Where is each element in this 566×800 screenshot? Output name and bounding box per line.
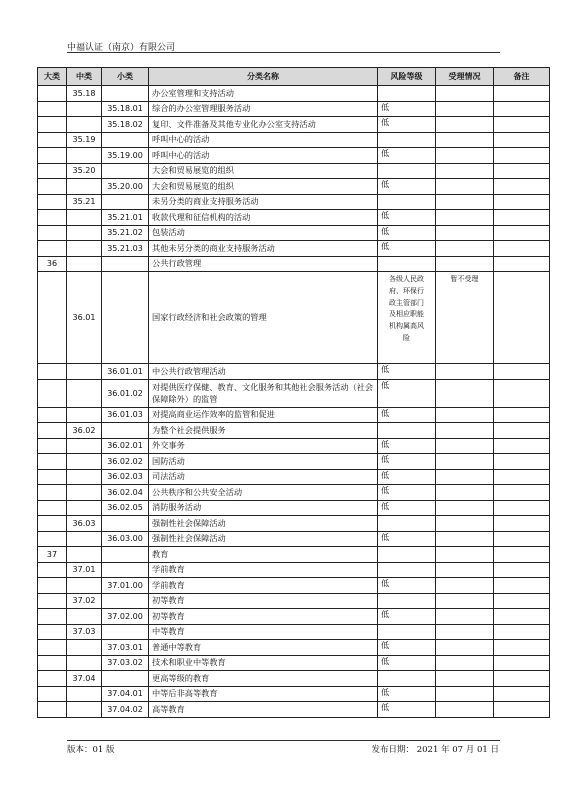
- risk-level: 低: [378, 210, 436, 226]
- minor-code: 35.21.02: [102, 225, 149, 241]
- risk-level: 低: [378, 438, 436, 454]
- remarks: [494, 117, 550, 133]
- middle-code: [67, 179, 102, 195]
- category-name: 呼叫中心的活动: [149, 148, 378, 164]
- remarks: [494, 132, 550, 148]
- table-row: [38, 454, 550, 470]
- risk-level: 低: [378, 225, 436, 241]
- category-name: 强制性社会保障活动: [149, 516, 378, 532]
- col-risk: 风险等级: [378, 68, 436, 86]
- acceptance-status: [436, 531, 494, 547]
- table-row: [38, 210, 550, 226]
- acceptance-status: [436, 101, 494, 117]
- table-row: [38, 516, 550, 532]
- table-row: [38, 562, 550, 578]
- risk-level: 低: [378, 500, 436, 516]
- major-code: [38, 671, 67, 687]
- risk-level: [378, 624, 436, 640]
- acceptance-status: [436, 86, 494, 102]
- acceptance-status: [436, 272, 494, 364]
- col-middle: 中类: [67, 68, 102, 86]
- table-row: [38, 256, 550, 272]
- remarks: [494, 469, 550, 485]
- middle-code: [67, 702, 102, 718]
- remarks: [494, 562, 550, 578]
- major-code: [38, 702, 67, 718]
- acceptance-status: [436, 407, 494, 423]
- risk-level: 低: [378, 578, 436, 594]
- minor-code: 36.01.03: [102, 407, 149, 423]
- remarks: [494, 407, 550, 423]
- minor-code: 35.21.03: [102, 241, 149, 257]
- middle-code: [67, 609, 102, 625]
- acceptance-status: [436, 454, 494, 470]
- minor-code: 37.04.01: [102, 686, 149, 702]
- risk-level: 低: [378, 241, 436, 257]
- acceptance-status: [436, 469, 494, 485]
- category-name: 技术和职业中等教育: [149, 655, 378, 671]
- risk-level: 低: [378, 686, 436, 702]
- major-code: [38, 225, 67, 241]
- acceptance-status: [436, 241, 494, 257]
- risk-level: 低: [378, 117, 436, 133]
- major-code: [38, 438, 67, 454]
- middle-code: 37.01: [67, 562, 102, 578]
- category-name: 高等教育: [149, 702, 378, 718]
- minor-code: 37.03.01: [102, 640, 149, 656]
- remarks: [494, 686, 550, 702]
- minor-code: 36.01.01: [102, 364, 149, 380]
- risk-level: [378, 671, 436, 687]
- risk-level: [378, 423, 436, 439]
- table-row: [38, 364, 550, 380]
- remarks: [494, 438, 550, 454]
- risk-level: [378, 163, 436, 179]
- minor-code: [102, 256, 149, 272]
- category-name: 学前教育: [149, 578, 378, 594]
- category-name: 包装活动: [149, 225, 378, 241]
- risk-level: 低: [378, 148, 436, 164]
- category-name: 强制性社会保障活动: [149, 531, 378, 547]
- category-name: 对提供医疗保健、教育、文化服务和其他社会服务活动（社会保障除外）的监管: [149, 379, 378, 407]
- major-code: 36: [38, 256, 67, 272]
- classification-table: [37, 67, 550, 718]
- major-code: [38, 86, 67, 102]
- col-name: 分类名称: [149, 68, 378, 86]
- major-code: [38, 163, 67, 179]
- category-name: 大会和贸易展览的组织: [149, 163, 378, 179]
- middle-code: [67, 148, 102, 164]
- acceptance-status: [436, 132, 494, 148]
- middle-code: 35.18: [67, 86, 102, 102]
- remarks: [494, 272, 550, 364]
- category-name: 办公室管理和支持活动: [149, 86, 378, 102]
- remarks: [494, 364, 550, 380]
- remarks: [494, 179, 550, 195]
- remarks: [494, 241, 550, 257]
- table-row: [38, 194, 550, 210]
- major-code: [38, 624, 67, 640]
- acceptance-status: [436, 148, 494, 164]
- major-code: [38, 500, 67, 516]
- remarks: [494, 547, 550, 563]
- risk-level: [378, 194, 436, 210]
- risk-level: [378, 86, 436, 102]
- acceptance-status: [436, 686, 494, 702]
- minor-code: [102, 671, 149, 687]
- major-code: [38, 640, 67, 656]
- major-code: [38, 194, 67, 210]
- middle-code: [67, 531, 102, 547]
- risk-level: 低: [378, 655, 436, 671]
- minor-code: [102, 593, 149, 609]
- risk-level: 低: [378, 485, 436, 501]
- risk-level: [378, 272, 436, 364]
- risk-level: 低: [378, 364, 436, 380]
- category-name: 综合的办公室管理服务活动: [149, 101, 378, 117]
- category-name: 司法活动: [149, 469, 378, 485]
- major-code: [38, 454, 67, 470]
- col-acceptance: 受理情况: [436, 68, 494, 86]
- remarks: [494, 516, 550, 532]
- table-row: [38, 547, 550, 563]
- remarks: [494, 210, 550, 226]
- major-code: [38, 241, 67, 257]
- major-code: [38, 148, 67, 164]
- middle-code: [67, 469, 102, 485]
- acceptance-status: [436, 500, 494, 516]
- middle-code: 36.01: [67, 272, 102, 364]
- category-name: 更高等级的教育: [149, 671, 378, 687]
- acceptance-status: [436, 562, 494, 578]
- minor-code: 36.02.05: [102, 500, 149, 516]
- minor-code: 36.02.02: [102, 454, 149, 470]
- category-name: 公共秩序和公共安全活动: [149, 485, 378, 501]
- middle-code: [67, 117, 102, 133]
- major-code: [38, 531, 67, 547]
- minor-code: [102, 562, 149, 578]
- risk-level: 低: [378, 179, 436, 195]
- table-row: [38, 379, 550, 407]
- risk-level: 低: [378, 407, 436, 423]
- category-name: 教育: [149, 547, 378, 563]
- minor-code: [102, 516, 149, 532]
- middle-code: [67, 241, 102, 257]
- major-code: 37: [38, 547, 67, 563]
- table-row: [38, 225, 550, 241]
- minor-code: [102, 86, 149, 102]
- minor-code: [102, 547, 149, 563]
- major-code: [38, 210, 67, 226]
- category-name: 中等教育: [149, 624, 378, 640]
- category-name: 收款代理和征信机构的活动: [149, 210, 378, 226]
- acceptance-status: [436, 702, 494, 718]
- category-name: 呼叫中心的活动: [149, 132, 378, 148]
- risk-level: 低: [378, 454, 436, 470]
- acceptance-status: [436, 179, 494, 195]
- remarks: [494, 256, 550, 272]
- category-name: 大会和贸易展览的组织: [149, 179, 378, 195]
- risk-level: 低: [378, 379, 436, 407]
- minor-code: [102, 132, 149, 148]
- acceptance-status: [436, 609, 494, 625]
- table-row: [38, 640, 550, 656]
- remarks: [494, 194, 550, 210]
- middle-code: [67, 500, 102, 516]
- table-row: [38, 101, 550, 117]
- table-row: [38, 438, 550, 454]
- acceptance-status: [436, 194, 494, 210]
- acceptance-status: [436, 593, 494, 609]
- middle-code: 36.02: [67, 423, 102, 439]
- minor-code: 37.01.00: [102, 578, 149, 594]
- risk-level: 低: [378, 702, 436, 718]
- acceptance-status: [436, 225, 494, 241]
- table-row: [38, 702, 550, 718]
- minor-code: [102, 194, 149, 210]
- remarks: [494, 454, 550, 470]
- table-row: [38, 132, 550, 148]
- release-date: 发布日期： 2021 年 07 月 01 日: [371, 745, 499, 755]
- remarks: [494, 500, 550, 516]
- category-name: 外交事务: [149, 438, 378, 454]
- remarks: [494, 163, 550, 179]
- risk-level: 低: [378, 101, 436, 117]
- minor-code: 37.03.02: [102, 655, 149, 671]
- table-row: [38, 671, 550, 687]
- version-label: 版本：01 版: [67, 745, 115, 755]
- table-row: [38, 624, 550, 640]
- minor-code: [102, 624, 149, 640]
- remarks: [494, 640, 550, 656]
- minor-code: 35.18.02: [102, 117, 149, 133]
- acceptance-status: [436, 547, 494, 563]
- category-name: 初等教育: [149, 593, 378, 609]
- acceptance-status: [436, 256, 494, 272]
- risk-level: [378, 256, 436, 272]
- middle-code: [67, 438, 102, 454]
- table-row: [38, 485, 550, 501]
- risk-level: 低: [378, 469, 436, 485]
- category-name: 普通中等教育: [149, 640, 378, 656]
- table-header-row: [38, 68, 550, 86]
- remarks: [494, 702, 550, 718]
- table-row: [38, 241, 550, 257]
- major-code: [38, 593, 67, 609]
- acceptance-status: [436, 485, 494, 501]
- acceptance-status: [436, 655, 494, 671]
- table-row: [38, 531, 550, 547]
- middle-code: [67, 485, 102, 501]
- category-name: 对提高商业运作效率的监管和促进: [149, 407, 378, 423]
- table-row: [38, 655, 550, 671]
- minor-code: [102, 272, 149, 364]
- table-body: [38, 86, 550, 718]
- middle-code: 35.20: [67, 163, 102, 179]
- category-name: 复印、文件准备及其他专业化办公室支持活动: [149, 117, 378, 133]
- acceptance-status: [436, 671, 494, 687]
- remarks: [494, 225, 550, 241]
- remarks: [494, 671, 550, 687]
- remarks: [494, 609, 550, 625]
- major-code: [38, 609, 67, 625]
- acceptance-status: [436, 516, 494, 532]
- table-row: [38, 148, 550, 164]
- major-code: [38, 272, 67, 364]
- remarks: [494, 379, 550, 407]
- acceptance-status: [436, 624, 494, 640]
- major-code: [38, 485, 67, 501]
- category-name: 消防服务活动: [149, 500, 378, 516]
- table-row: [38, 117, 550, 133]
- major-code: [38, 655, 67, 671]
- category-name: 国防活动: [149, 454, 378, 470]
- footer-rule: [67, 740, 500, 741]
- middle-code: [67, 454, 102, 470]
- major-code: [38, 562, 67, 578]
- remarks: [494, 655, 550, 671]
- major-code: [38, 101, 67, 117]
- remarks: [494, 531, 550, 547]
- table-row: [38, 469, 550, 485]
- table-row: [38, 163, 550, 179]
- acceptance-status: [436, 438, 494, 454]
- minor-code: 36.02.03: [102, 469, 149, 485]
- category-name: 公共行政管理: [149, 256, 378, 272]
- risk-level: 低: [378, 531, 436, 547]
- col-major: 大类: [38, 68, 67, 86]
- table-row: [38, 609, 550, 625]
- category-name: 国家行政经济和社会政策的管理: [149, 272, 378, 364]
- acceptance-status: [436, 210, 494, 226]
- major-code: [38, 423, 67, 439]
- middle-code: [67, 364, 102, 380]
- table-row: [38, 179, 550, 195]
- minor-code: 35.21.01: [102, 210, 149, 226]
- table-row: [38, 578, 550, 594]
- table-row: [38, 423, 550, 439]
- acceptance-status: [436, 364, 494, 380]
- remarks: [494, 86, 550, 102]
- middle-code: [67, 407, 102, 423]
- remarks: [494, 101, 550, 117]
- acceptance-note: 暂不受理: [450, 275, 479, 283]
- category-name: 中公共行政管理活动: [149, 364, 378, 380]
- major-code: [38, 686, 67, 702]
- acceptance-status: [436, 117, 494, 133]
- table-row: [38, 593, 550, 609]
- remarks: [494, 578, 550, 594]
- minor-code: 36.02.01: [102, 438, 149, 454]
- middle-code: [67, 578, 102, 594]
- header-rule: [67, 52, 500, 53]
- remarks: [494, 485, 550, 501]
- middle-code: [67, 655, 102, 671]
- middle-code: [67, 101, 102, 117]
- remarks: [494, 148, 550, 164]
- middle-code: 37.02: [67, 593, 102, 609]
- risk-level: [378, 132, 436, 148]
- category-name: 为整个社会提供服务: [149, 423, 378, 439]
- company-header: 中福认证（南京）有限公司: [67, 43, 176, 53]
- major-code: [38, 516, 67, 532]
- risk-level: 低: [378, 609, 436, 625]
- major-code: [38, 117, 67, 133]
- minor-code: 36.02.04: [102, 485, 149, 501]
- middle-code: 35.19: [67, 132, 102, 148]
- acceptance-status: [436, 379, 494, 407]
- acceptance-status: [436, 578, 494, 594]
- table-row: [38, 500, 550, 516]
- middle-code: [67, 210, 102, 226]
- minor-code: [102, 423, 149, 439]
- table-row: [38, 686, 550, 702]
- middle-code: [67, 225, 102, 241]
- middle-code: 37.04: [67, 671, 102, 687]
- middle-code: [67, 256, 102, 272]
- risk-level: [378, 516, 436, 532]
- middle-code: 36.03: [67, 516, 102, 532]
- acceptance-status: [436, 163, 494, 179]
- table-row: [38, 86, 550, 102]
- major-code: [38, 364, 67, 380]
- major-code: [38, 578, 67, 594]
- major-code: [38, 379, 67, 407]
- middle-code: 35.21: [67, 194, 102, 210]
- risk-level: [378, 562, 436, 578]
- major-code: [38, 407, 67, 423]
- risk-level: [378, 593, 436, 609]
- minor-code: 35.19.00: [102, 148, 149, 164]
- table-row: [38, 272, 550, 364]
- minor-code: [102, 163, 149, 179]
- category-name: 中等后非高等教育: [149, 686, 378, 702]
- remarks: [494, 423, 550, 439]
- col-remarks: 备注: [494, 68, 550, 86]
- middle-code: 37.03: [67, 624, 102, 640]
- risk-note: 各级人民政府、环保行政主管部门及相应职能机构属高风险: [389, 275, 424, 342]
- table-row: [38, 407, 550, 423]
- middle-code: [67, 547, 102, 563]
- minor-code: 37.02.00: [102, 609, 149, 625]
- major-code: [38, 179, 67, 195]
- minor-code: 35.18.01: [102, 101, 149, 117]
- middle-code: [67, 379, 102, 407]
- minor-code: 36.03.00: [102, 531, 149, 547]
- minor-code: 37.04.02: [102, 702, 149, 718]
- category-name: 学前教育: [149, 562, 378, 578]
- acceptance-status: [436, 640, 494, 656]
- risk-level: 低: [378, 640, 436, 656]
- remarks: [494, 593, 550, 609]
- category-name: 其他未另分类的商业支持服务活动: [149, 241, 378, 257]
- middle-code: [67, 686, 102, 702]
- remarks: [494, 624, 550, 640]
- major-code: [38, 132, 67, 148]
- risk-level: [378, 547, 436, 563]
- category-name: 初等教育: [149, 609, 378, 625]
- col-minor: 小类: [102, 68, 149, 86]
- acceptance-status: [436, 423, 494, 439]
- category-name: 未另分类的商业支持服务活动: [149, 194, 378, 210]
- middle-code: [67, 640, 102, 656]
- major-code: [38, 469, 67, 485]
- minor-code: 36.01.02: [102, 379, 149, 407]
- minor-code: 35.20.00: [102, 179, 149, 195]
